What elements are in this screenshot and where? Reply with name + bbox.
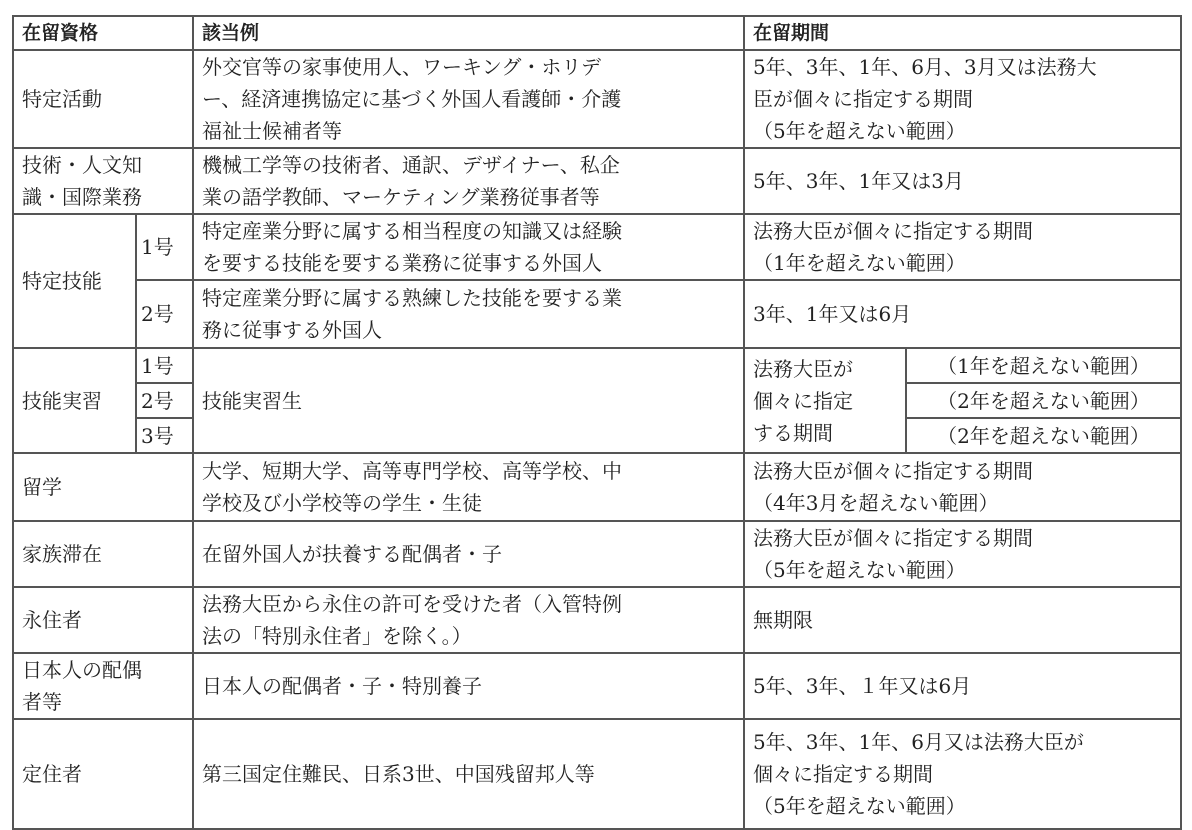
period-cell: 5年、3年、1年、6月又は法務大臣が 個々に指定する期間 （5年を超えない範囲） [744,719,1181,829]
status-cell: 永住者 [13,587,193,653]
period-cell: 法務大臣が個々に指定する期間 （5年を超えない範囲） [744,521,1181,587]
table-row [13,521,1181,587]
period-range-cell: （2年を超えない範囲） [906,418,1181,453]
examples-cell: 技能実習生 [193,348,744,453]
table-row [13,653,1181,719]
status-cell: 定住者 [13,719,193,829]
header-row [13,16,1181,50]
examples-cell: 法務大臣から永住の許可を受けた者（入管特例 法の「特別永住者」を除く。） [193,587,744,653]
period-range-cell: （2年を超えない範囲） [906,383,1181,418]
examples-cell: 特定産業分野に属する熟練した技能を要する業 務に従事する外国人 [193,280,744,348]
sub-category-cell: 1号 [136,214,193,280]
examples-cell: 機械工学等の技術者、通訳、デザイナー、私企 業の語学教師、マーケティング業務従事者等 [193,148,744,214]
status-cell: 家族滞在 [13,521,193,587]
examples-cell: 特定産業分野に属する相当程度の知識又は経験 を要する技能を要する業務に従事する外国人 [193,214,744,280]
status-cell: 特定技能 [13,214,136,348]
sub-category-cell: 2号 [136,280,193,348]
period-cell: 法務大臣が個々に指定する期間 （1年を超えない範囲） [744,214,1181,280]
examples-cell: 在留外国人が扶養する配偶者・子 [193,521,744,587]
table-row [13,280,1181,348]
table-row [13,50,1181,148]
sub-category-cell: 1号 [136,348,193,383]
header-status: 在留資格 [13,16,193,50]
sub-category-cell: 3号 [136,418,193,453]
examples-cell: 外交官等の家事使用人、ワーキング・ホリデ ー、経済連携協定に基づく外国人看護師・介護 福祉士候補者等 [193,50,744,148]
table-row [13,348,1181,383]
period-range-cell: （1年を超えない範囲） [906,348,1181,383]
period-cell: 法務大臣が個々に指定する期間 （4年3月を超えない範囲） [744,453,1181,521]
status-cell: 特定活動 [13,50,193,148]
status-cell: 留学 [13,453,193,521]
period-cell: 5年、3年、1年、6月、3月又は法務大 臣が個々に指定する期間 （5年を超えない範囲） [744,50,1181,148]
status-cell: 技術・人文知 識・国際業務 [13,148,193,214]
examples-cell: 第三国定住難民、日系3世、中国残留邦人等 [193,719,744,829]
examples-cell: 日本人の配偶者・子・特別養子 [193,653,744,719]
period-cell: 5年、3年、1年又は3月 [744,148,1181,214]
table-row [13,587,1181,653]
period-cell: 法務大臣が 個々に指定 する期間 [744,348,906,453]
header-period: 在留期間 [744,16,1181,50]
table-row [13,719,1181,829]
status-cell: 日本人の配偶 者等 [13,653,193,719]
table-row [13,148,1181,214]
residence-status-table [12,15,1182,830]
sub-category-cell: 2号 [136,383,193,418]
period-cell: 無期限 [744,587,1181,653]
status-cell: 技能実習 [13,348,136,453]
period-cell: 3年、1年又は6月 [744,280,1181,348]
header-examples: 該当例 [193,16,744,50]
examples-cell: 大学、短期大学、高等専門学校、高等学校、中 学校及び小学校等の学生・生徒 [193,453,744,521]
period-cell: 5年、3年、１年又は6月 [744,653,1181,719]
table-row [13,453,1181,521]
table-row [13,214,1181,280]
